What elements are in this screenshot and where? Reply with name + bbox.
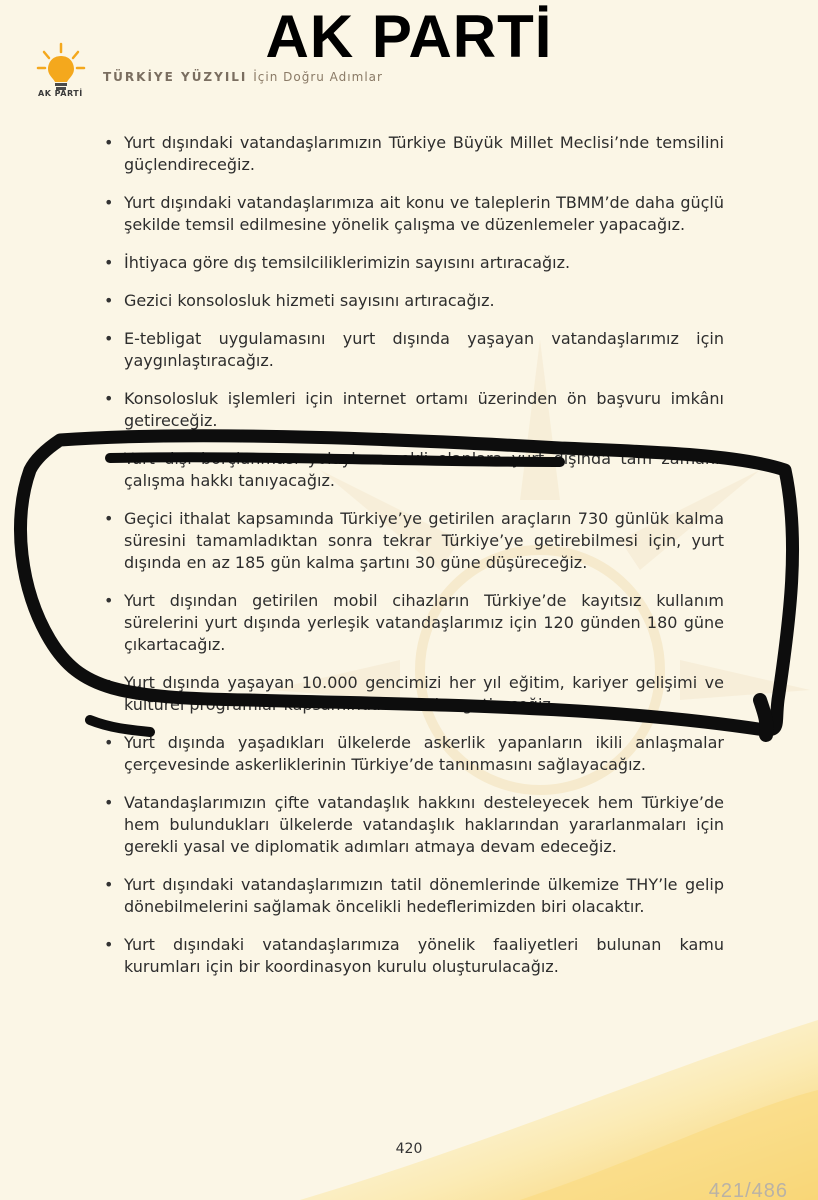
decorative-swoosh bbox=[0, 980, 818, 1200]
header-strong: TÜRKİYE YÜZYILI bbox=[103, 70, 248, 84]
page-number: 420 bbox=[395, 1141, 423, 1157]
list-item: • Yurt dışındaki vatandaşlarımızın Türkiye Büyük Millet Meclisi’nde temsilini güçlendireceğiz. bbox=[104, 132, 724, 176]
header-rest: İçin Doğru Adımlar bbox=[253, 70, 383, 84]
list-item: • Yurt dışındaki vatandaşlarımızın tatil dönemlerinde ülkemize THY’le gelip dönebilmelerini sağlamak öncelikli hedeflerimizden biri olacaktır. bbox=[104, 874, 724, 918]
list-item: • Yurt dışındaki vatandaşlarımıza ait konu ve taleplerin TBMM’de daha güçlü şekilde temsil edilmesine yönelik çalışma ve düzenlemeler yapacağız. bbox=[104, 192, 724, 236]
viewer-page-counter: 421/486 bbox=[708, 1180, 788, 1200]
overlay-title: AK PARTİ bbox=[265, 3, 553, 70]
list-item: • İhtiyaca göre dış temsilciliklerimizin sayısını artıracağız. bbox=[104, 252, 724, 274]
list-item: • Yurt dışından getirilen mobil cihazların Türkiye’de kayıtsız kullanım sürelerini yurt dışında yerleşik vatandaşlarımız için 120 günden 180 güne çıkartacağız. bbox=[104, 590, 724, 656]
list-item: • Geçici ithalat kapsamında Türkiye’ye getirilen araçların 730 günlük kalma süresini tamamladıktan sonra tekrar Türkiye’ye getirebilmesi için, yurt dışında en az 185 gün kalma şartını 30 güne düşüreceğiz. bbox=[104, 508, 724, 574]
list-item: • Yurt dışı borçlanması yoluyla emekli olanlara yurt dışında tam zamanlı çalışma hakkı tanıyacağız. bbox=[104, 448, 724, 492]
logo-label: AK PARTİ bbox=[38, 89, 83, 98]
list-item: • Gezici konsolosluk hizmeti sayısını artıracağız. bbox=[104, 290, 724, 312]
list-item: • Yurt dışında yaşayan 10.000 gencimizi her yıl eğitim, kariyer gelişimi ve kültürel programlar kapsamında ülkemize getireceğiz. bbox=[104, 672, 724, 716]
list-item: • E-tebligat uygulamasını yurt dışında yaşayan vatandaşlarımız için yaygınlaştıracağız. bbox=[104, 328, 724, 372]
promise-list bbox=[104, 132, 724, 994]
list-item: • Vatandaşlarımızın çifte vatandaşlık hakkını desteleyecek hem Türkiye’de hem bulundukları ülkelerde vatandaşlık haklarından yararlanmaları için gerekli yasal ve diplomatik adımları atmaya devam edeceğiz. bbox=[104, 792, 724, 858]
list-item: • Yurt dışındaki vatandaşlarımıza yönelik faaliyetleri bulunan kamu kurumları için bir koordinasyon kurulu oluşturulacağız. bbox=[104, 934, 724, 978]
list-item: • Yurt dışında yaşadıkları ülkelerde askerlik yapanların ikili anlaşmalar çerçevesinde askerliklerinin Türkiye’de tanınmasını sağlayacağız. bbox=[104, 732, 724, 776]
document-header bbox=[103, 70, 383, 84]
list-item: • Konsolosluk işlemleri için internet ortamı üzerinden ön başvuru imkânı getireceğiz. bbox=[104, 388, 724, 432]
